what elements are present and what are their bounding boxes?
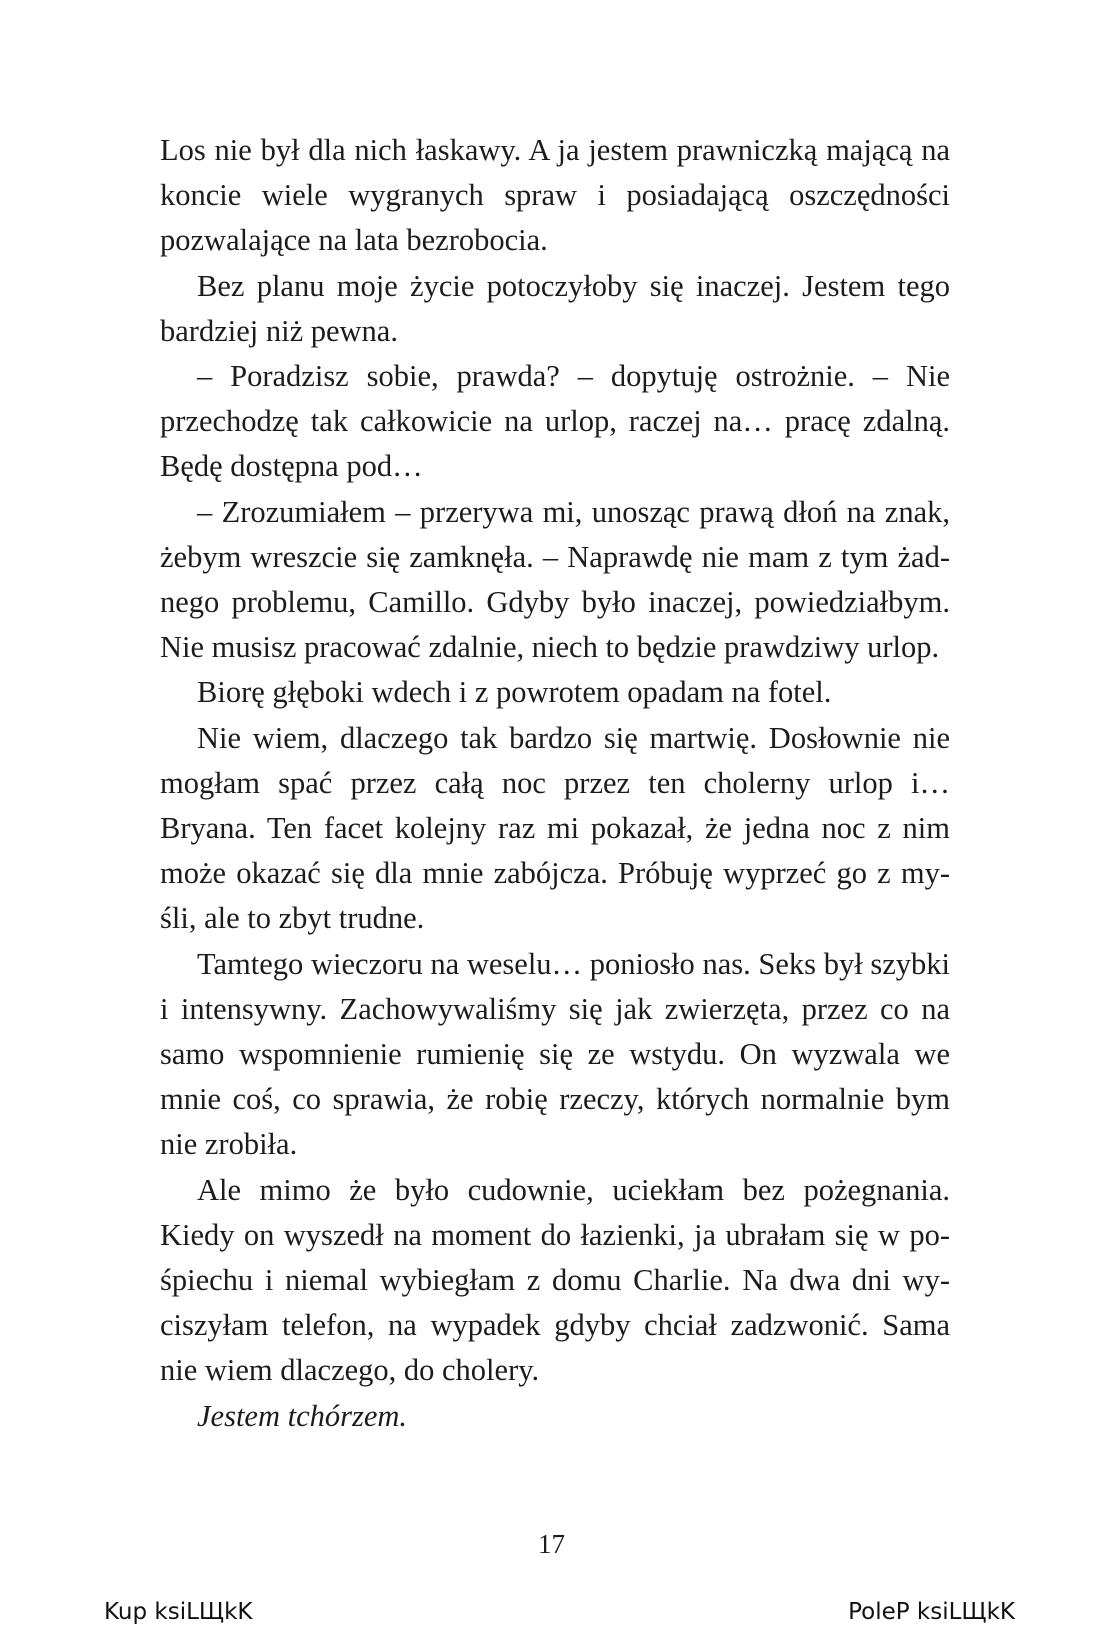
paragraph-2: Bez planu moje życie potoczyłoby się inaczej. Jestem tego bardziej niż pewna. [160,268,950,348]
paragraph-3: – Poradzisz sobie, prawda? – dopytuję ostrożnie. – Nie przechodzę tak całkowicie na urlop, raczej na… pracę zdalną. Będę dostępna pod… [160,359,950,484]
page-body-text [160,128,950,1439]
paragraph-9-italic: Jestem tchórzem. [197,1398,408,1433]
paragraph-6: Nie wiem, dlaczego tak bardzo się martwię. Dosłownie nie mogłam spać przez całą noc przez ten cholerny urlop i… Bryana. Ten facet kolejny raz mi pokazał, że jedna noc z nim może okazać się dla mnie zabójcza. Próbuję wyprzeć go z myśli, ale to zbyt trudne. [160,720,950,936]
paragraph-5: Biorę głęboki wdech i z powrotem opadam na fotel. [197,675,832,710]
paragraph-1: Los nie był dla nich łaskawy. A ja jestem prawniczką mającą na koncie wiele wygranych spraw i posiadającą oszczędności pozwalające na lata bezrobocia. [160,133,950,258]
buy-book-link[interactable]: Kup ksiLЩkK [104,1599,253,1625]
paragraph-7: Tamtego wieczoru na weselu… poniosło nas. Seks był szybki i intensywny. Zachowywaliśmy się jak zwierzęta, przez co na samo wspomnienie rumienię się ze wstydu. On wyzwala we mnie coś, co sprawia, że robię rzeczy, których normalnie bym nie zrobiła. [160,946,950,1162]
page-number: 17 [538,1529,565,1559]
paragraph-4: – Zrozumiałem – przerywa mi, unosząc prawą dłoń na znak, żebym wreszcie się zamknęła. – Naprawdę nie mam z tym żadnego problemu, Camillo. Gdyby było inaczej, powiedziałbym. Nie musisz pracować zdalnie, niech to będzie prawdziwy urlop. [160,494,950,665]
paragraph-8: Ale mimo że było cudownie, uciekłam bez pożegnania. Kiedy on wyszedł na moment do łazienki, ja ubrałam się w pośpiechu i niemal wybiegłam z domu Charlie. Na dwa dni wyciszyłam telefon, na wypadek gdyby chciał zadzwonić. Sama nie wiem dlaczego, do cholery. [160,1172,950,1388]
recommend-book-link[interactable]: PoleP ksiLЩkK [848,1599,1015,1625]
